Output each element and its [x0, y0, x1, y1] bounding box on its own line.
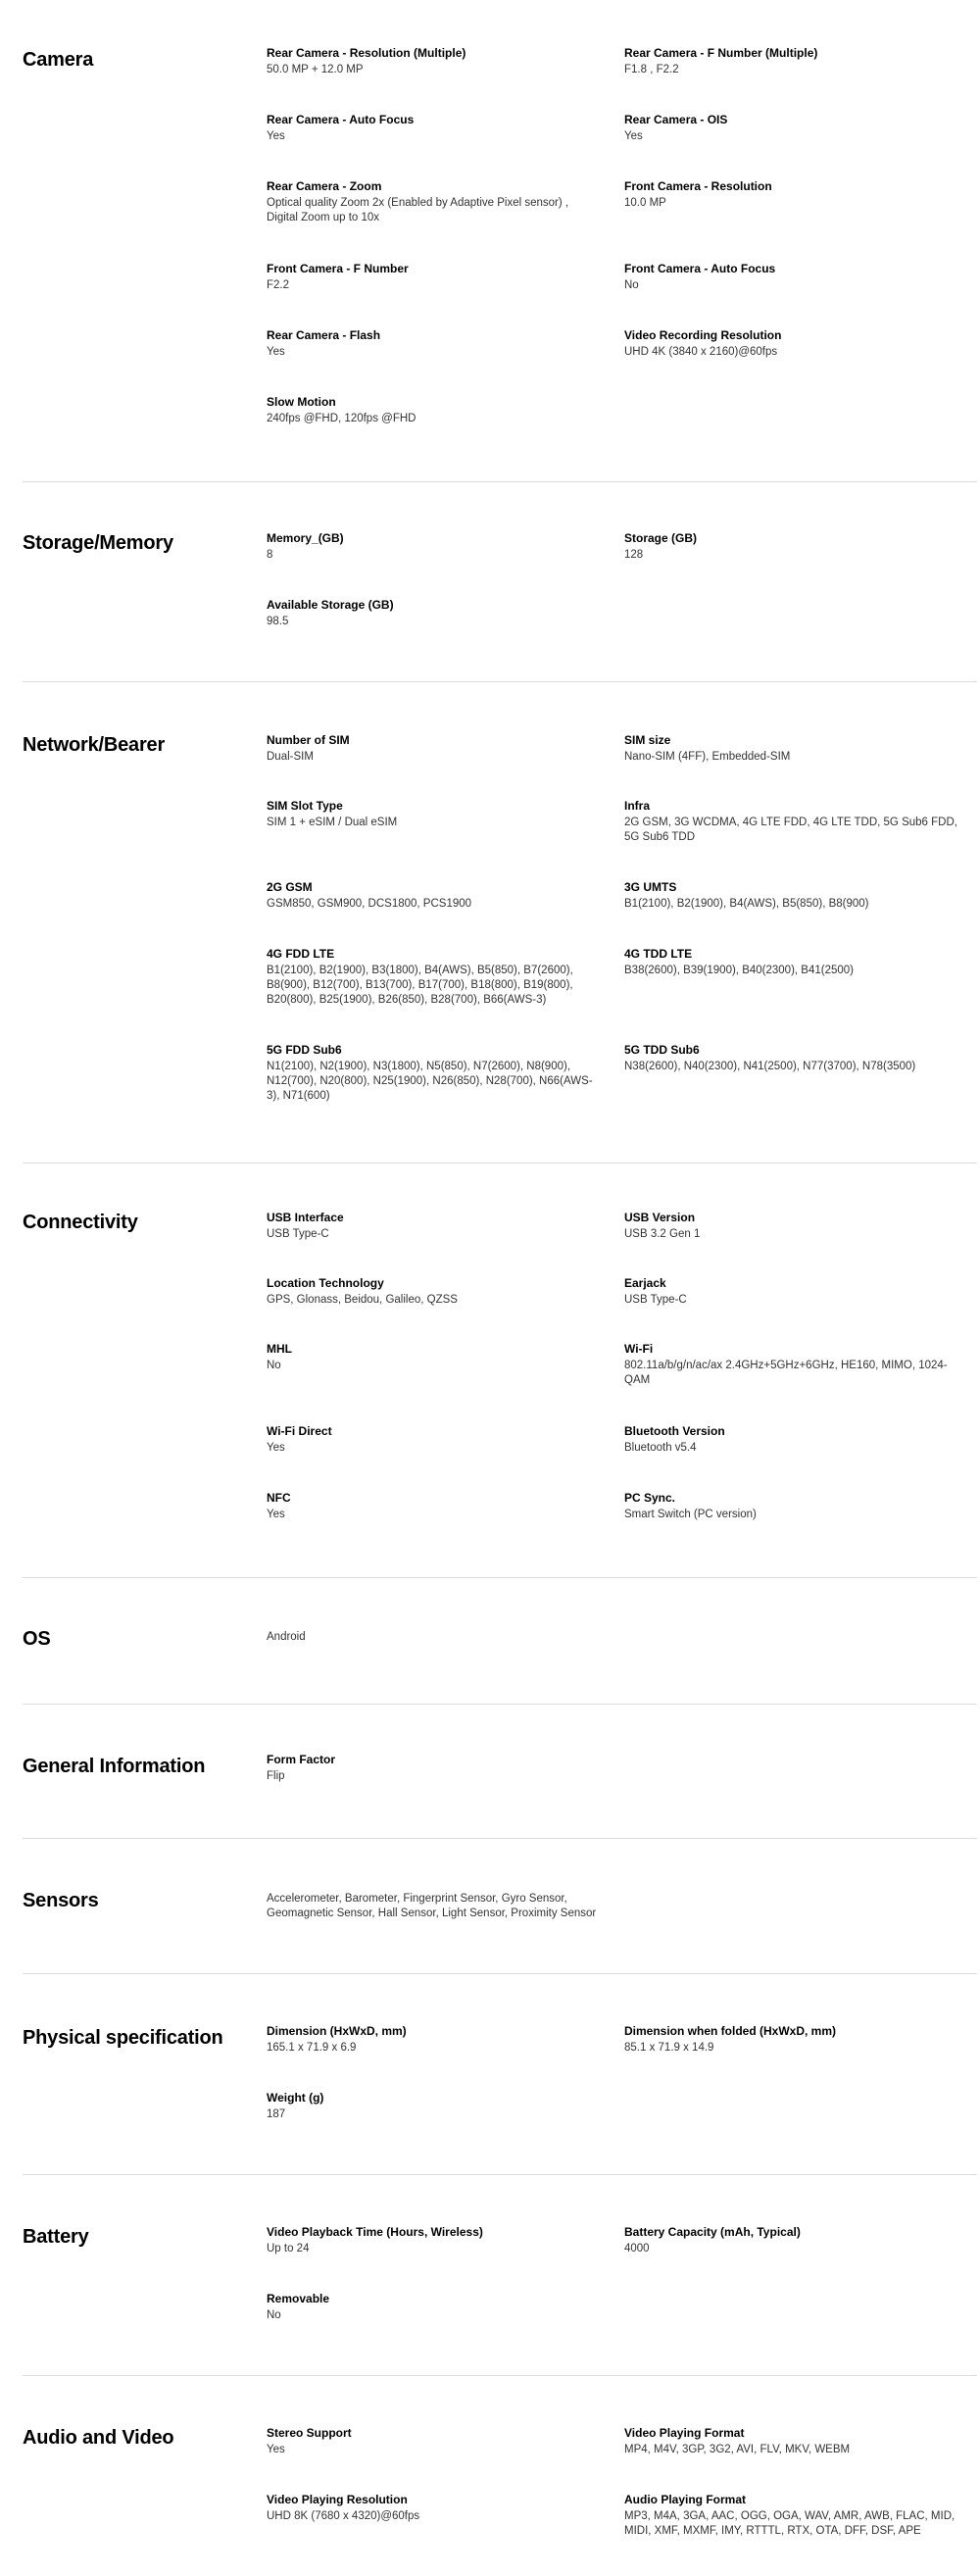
spec-value: No	[624, 279, 639, 291]
spec-item	[267, 529, 600, 563]
spec-value: N1(2100), N2(1900), N3(1800), N5(850), N7(2600), N8(900), N12(700), N20(800), N25(1900), N26(850), N28(700), N66(AWS-3), N71(600)	[267, 1061, 593, 1102]
spec-label: Number of SIM	[267, 733, 350, 747]
spec-value: Android	[267, 1631, 306, 1643]
spec-item	[267, 1209, 600, 1242]
spec-label: MHL	[267, 1342, 292, 1356]
spec-value: 4000	[624, 2243, 650, 2254]
spec-value: Yes	[267, 346, 285, 358]
spec-value: 2G GSM, 3G WCDMA, 4G LTE FDD, 4G LTE TDD, 5G Sub6 FDD, 5G Sub6 TDD	[624, 817, 957, 843]
section-title: Network/Bearer	[23, 734, 166, 756]
spec-value: No	[267, 1360, 281, 1371]
spec-value: 187	[267, 2108, 286, 2120]
spec-section-network-bearer	[23, 681, 977, 1164]
spec-label: USB Interface	[267, 1211, 344, 1224]
spec-item	[624, 878, 957, 912]
spec-item	[624, 1422, 957, 1456]
spec-value: UHD 8K (7680 x 4320)@60fps	[267, 2510, 420, 2522]
spec-item	[624, 1489, 957, 1522]
spec-item	[267, 2290, 600, 2323]
spec-label: Weight (g)	[267, 2091, 324, 2105]
spec-item	[267, 44, 600, 77]
spec-label: Slow Motion	[267, 395, 336, 409]
spec-item	[267, 2089, 600, 2122]
spec-value: Yes	[267, 2444, 285, 2455]
section-title: Storage/Memory	[23, 532, 173, 554]
spec-item	[267, 177, 600, 225]
spec-section-battery	[23, 2174, 977, 2376]
spec-label: Rear Camera - OIS	[624, 113, 728, 126]
spec-item	[624, 797, 957, 845]
spec-label: Stereo Support	[267, 2426, 352, 2440]
spec-item	[267, 1041, 600, 1104]
spec-item	[267, 1751, 600, 1784]
spec-value: Yes	[267, 1509, 285, 1520]
spec-label: 4G FDD LTE	[267, 947, 335, 961]
spec-item	[267, 2491, 600, 2524]
spec-value: 85.1 x 71.9 x 14.9	[624, 2042, 714, 2054]
spec-value: USB Type-C	[624, 1294, 687, 1306]
spec-item	[267, 1891, 619, 1921]
spec-label: Wi-Fi	[624, 1342, 654, 1356]
spec-value: Yes	[624, 130, 643, 142]
spec-label: PC Sync.	[624, 1491, 676, 1505]
spec-label: Bluetooth Version	[624, 1424, 725, 1438]
spec-value: GSM850, GSM900, DCS1800, PCS1900	[267, 898, 472, 910]
spec-value: No	[267, 2309, 281, 2321]
spec-label: Location Technology	[267, 1276, 384, 1290]
spec-value: 98.5	[267, 616, 289, 627]
spec-value: Dual-SIM	[267, 751, 314, 763]
spec-label: Rear Camera - Resolution (Multiple)	[267, 46, 466, 60]
spec-section-general-information	[23, 1704, 977, 1839]
spec-item	[624, 945, 957, 978]
spec-item	[624, 260, 957, 293]
section-title: Battery	[23, 2226, 89, 2248]
spec-label: Video Playing Format	[624, 2426, 745, 2440]
spec-item	[267, 797, 600, 830]
spec-item	[267, 1274, 600, 1308]
spec-value: MP3, M4A, 3GA, AAC, OGG, OGA, WAV, AMR, AWB, FLAC, MID, MIDI, XMF, MXMF, IMY, RTTTL, RTX, OTA, DFF, DSF, APE	[624, 2510, 956, 2537]
spec-item	[624, 1274, 957, 1308]
spec-value: MP4, M4V, 3GP, 3G2, AVI, FLV, MKV, WEBM	[624, 2444, 851, 2455]
spec-item	[267, 393, 600, 426]
spec-label: Wi-Fi Direct	[267, 1424, 332, 1438]
spec-label: Audio Playing Format	[624, 2493, 747, 2506]
spec-item	[267, 878, 600, 912]
spec-label: Dimension (HxWxD, mm)	[267, 2024, 407, 2038]
spec-value: N38(2600), N40(2300), N41(2500), N77(3700), N78(3500)	[624, 1061, 916, 1072]
spec-item	[624, 44, 957, 77]
spec-value: B38(2600), B39(1900), B40(2300), B41(2500)	[624, 965, 854, 976]
spec-item	[267, 1629, 600, 1645]
spec-item	[267, 2022, 600, 2056]
spec-item	[267, 596, 600, 629]
spec-value: USB 3.2 Gen 1	[624, 1228, 701, 1240]
spec-item	[624, 2424, 957, 2457]
spec-label: Memory_(GB)	[267, 531, 344, 545]
spec-value: B1(2100), B2(1900), B4(AWS), B5(850), B8(900)	[624, 898, 869, 910]
spec-value: Yes	[267, 130, 285, 142]
spec-item	[624, 529, 957, 563]
spec-item	[624, 1209, 957, 1242]
spec-label: 5G TDD Sub6	[624, 1043, 700, 1057]
spec-value: Accelerometer, Barometer, Fingerprint Sensor, Gyro Sensor, Geomagnetic Sensor, Hall Sensor, Light Sensor, Proximity Sensor	[267, 1893, 597, 1919]
spec-value: USB Type-C	[267, 1228, 329, 1240]
spec-item	[267, 731, 600, 765]
spec-label: SIM size	[624, 733, 671, 747]
spec-label: Battery Capacity (mAh, Typical)	[624, 2225, 801, 2239]
section-title: Physical specification	[23, 2027, 223, 2049]
spec-section-physical-specification	[23, 1973, 977, 2175]
spec-label: Available Storage (GB)	[267, 598, 394, 612]
spec-label: Front Camera - Auto Focus	[624, 262, 776, 275]
spec-section-connectivity	[23, 1163, 977, 1578]
section-title: Connectivity	[23, 1212, 138, 1233]
spec-label: 5G FDD Sub6	[267, 1043, 342, 1057]
spec-label: 3G UMTS	[624, 880, 677, 894]
spec-label: Infra	[624, 799, 651, 813]
spec-value: B1(2100), B2(1900), B3(1800), B4(AWS), B5(850), B7(2600), B8(900), B12(700), B13(700), B17(700), B18(800), B19(800), B20(800), B25(1900), B26(850), B28(700), B66(AWS-3)	[267, 965, 573, 1006]
spec-value: 10.0 MP	[624, 197, 666, 209]
spec-item	[624, 326, 957, 360]
spec-value: SIM 1 + eSIM / Dual eSIM	[267, 817, 398, 828]
spec-section-storage-memory	[23, 481, 977, 682]
spec-label: Front Camera - Resolution	[624, 179, 772, 193]
spec-value: UHD 4K (3840 x 2160)@60fps	[624, 346, 778, 358]
spec-value: GPS, Glonass, Beidou, Galileo, QZSS	[267, 1294, 458, 1306]
section-title: OS	[23, 1628, 51, 1650]
spec-item	[267, 111, 600, 144]
spec-label: Video Playback Time (Hours, Wireless)	[267, 2225, 483, 2239]
spec-value: 240fps @FHD, 120fps @FHD	[267, 413, 416, 424]
spec-section-audio-and-video	[23, 2375, 977, 2576]
spec-section-os	[23, 1577, 977, 1705]
spec-label: Earjack	[624, 1276, 666, 1290]
spec-item	[267, 1489, 600, 1522]
section-title: Audio and Video	[23, 2427, 174, 2449]
spec-value: 802.11a/b/g/n/ac/ax 2.4GHz+5GHz+6GHz, HE160, MIMO, 1024-QAM	[624, 1360, 948, 1386]
spec-item	[624, 731, 957, 765]
spec-label: Rear Camera - Flash	[267, 328, 381, 342]
spec-item	[267, 1422, 600, 1456]
spec-label: SIM Slot Type	[267, 799, 343, 813]
spec-label: 2G GSM	[267, 880, 313, 894]
spec-item	[267, 945, 600, 1008]
spec-value: 8	[267, 549, 273, 561]
spec-label: Form Factor	[267, 1753, 336, 1766]
spec-value: Bluetooth v5.4	[624, 1442, 697, 1454]
spec-item	[624, 1041, 957, 1074]
spec-label: Front Camera - F Number	[267, 262, 409, 275]
spec-item	[267, 2424, 600, 2457]
spec-value: Optical quality Zoom 2x (Enabled by Adaptive Pixel sensor) , Digital Zoom up to 10x	[267, 197, 569, 223]
spec-item	[624, 177, 957, 211]
spec-item	[624, 2491, 957, 2539]
spec-item	[624, 2022, 957, 2056]
spec-label: USB Version	[624, 1211, 696, 1224]
spec-label: Rear Camera - Auto Focus	[267, 113, 415, 126]
spec-value: Smart Switch (PC version)	[624, 1509, 757, 1520]
spec-label: Video Playing Resolution	[267, 2493, 408, 2506]
spec-label: NFC	[267, 1491, 291, 1505]
section-title: General Information	[23, 1756, 206, 1777]
spec-value: Nano-SIM (4FF), Embedded-SIM	[624, 751, 791, 763]
spec-label: 4G TDD LTE	[624, 947, 693, 961]
spec-value: Flip	[267, 1770, 285, 1782]
spec-value: 128	[624, 549, 644, 561]
spec-label: Video Recording Resolution	[624, 328, 782, 342]
spec-item	[267, 260, 600, 293]
spec-label: Removable	[267, 2292, 330, 2305]
spec-item	[267, 326, 600, 360]
spec-value: F1.8 , F2.2	[624, 64, 679, 75]
spec-value: Up to 24	[267, 2243, 310, 2254]
spec-label: Storage (GB)	[624, 531, 698, 545]
spec-item	[267, 1340, 600, 1373]
spec-item	[624, 1340, 957, 1388]
spec-value: 165.1 x 71.9 x 6.9	[267, 2042, 357, 2054]
section-title: Camera	[23, 49, 94, 71]
spec-item	[624, 2223, 957, 2256]
spec-label: Rear Camera - F Number (Multiple)	[624, 46, 818, 60]
spec-section-camera	[23, 0, 977, 482]
spec-item	[624, 111, 957, 144]
section-title: Sensors	[23, 1890, 99, 1911]
spec-value: F2.2	[267, 279, 290, 291]
spec-value: Yes	[267, 1442, 285, 1454]
spec-item	[267, 2223, 600, 2256]
spec-label: Dimension when folded (HxWxD, mm)	[624, 2024, 837, 2038]
spec-label: Rear Camera - Zoom	[267, 179, 382, 193]
spec-section-sensors	[23, 1838, 977, 1974]
spec-value: 50.0 MP + 12.0 MP	[267, 64, 364, 75]
